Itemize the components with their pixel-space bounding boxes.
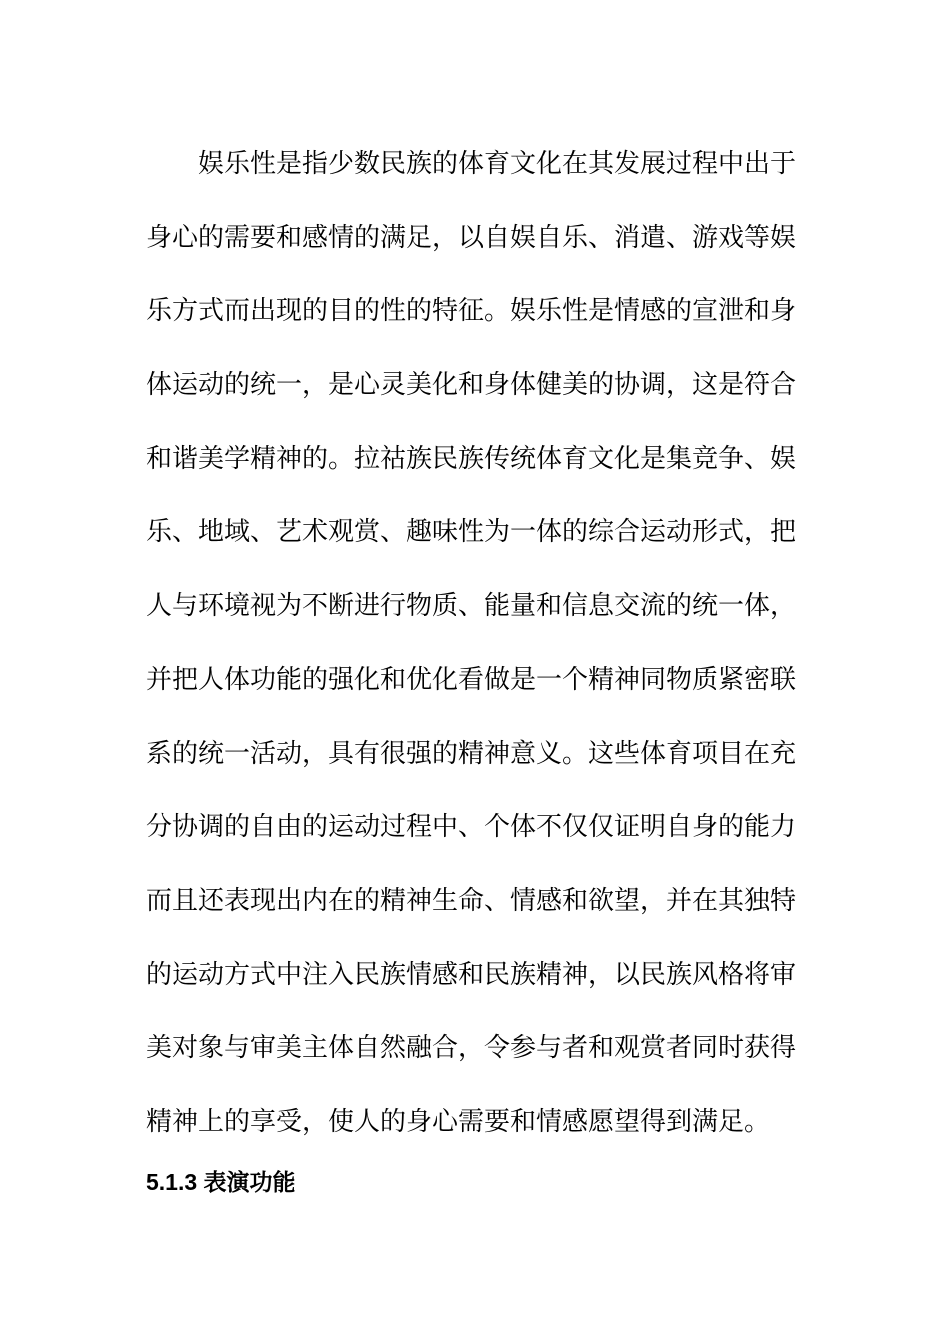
section-heading: 5.1.3 表演功能 <box>146 1169 296 1195</box>
body-paragraph <box>146 128 806 1160</box>
paragraph-line-3: 乐方式而出现的目的性的特征。娱乐性是情感的宣泄和身 <box>146 296 797 327</box>
paragraph-line-2: 身心的需要和感情的满足，以自娱自乐、消遣、游戏等娱 <box>146 222 797 253</box>
paragraph-line-5: 和谐美学精神的。拉祜族民族传统体育文化是集竞争、娱 <box>146 443 797 474</box>
paragraph-line-6: 乐、地域、艺术观赏、趣味性为一体的综合运动形式，把 <box>146 517 797 548</box>
paragraph-line-10: 分协调的自由的运动过程中、个体不仅仅证明自身的能力 <box>146 812 797 843</box>
paragraph-line-8: 并把人体功能的强化和优化看做是一个精神同物质紧密联 <box>146 664 797 695</box>
paragraph-line-9: 系的统一活动，具有很强的精神意义。这些体育项目在充 <box>146 738 797 769</box>
paragraph-line-11: 而且还表现出内在的精神生命、情感和欲望，并在其独特 <box>146 885 797 916</box>
paragraph-line-14: 精神上的享受，使人的身心需要和情感愿望得到满足。 <box>146 1106 771 1137</box>
paragraph-line-12: 的运动方式中注入民族情感和民族精神，以民族风格将审 <box>146 959 797 990</box>
paragraph-line-13: 美对象与审美主体自然融合，令参与者和观赏者同时获得 <box>146 1033 797 1064</box>
paragraph-line-1: 娱乐性是指少数民族的体育文化在其发展过程中出于 <box>198 149 797 179</box>
paragraph-line-7: 人与环境视为不断进行物质、能量和信息交流的统一体， <box>146 591 797 622</box>
paragraph-line-4: 体运动的统一，是心灵美化和身体健美的协调，这是符合 <box>146 370 797 401</box>
